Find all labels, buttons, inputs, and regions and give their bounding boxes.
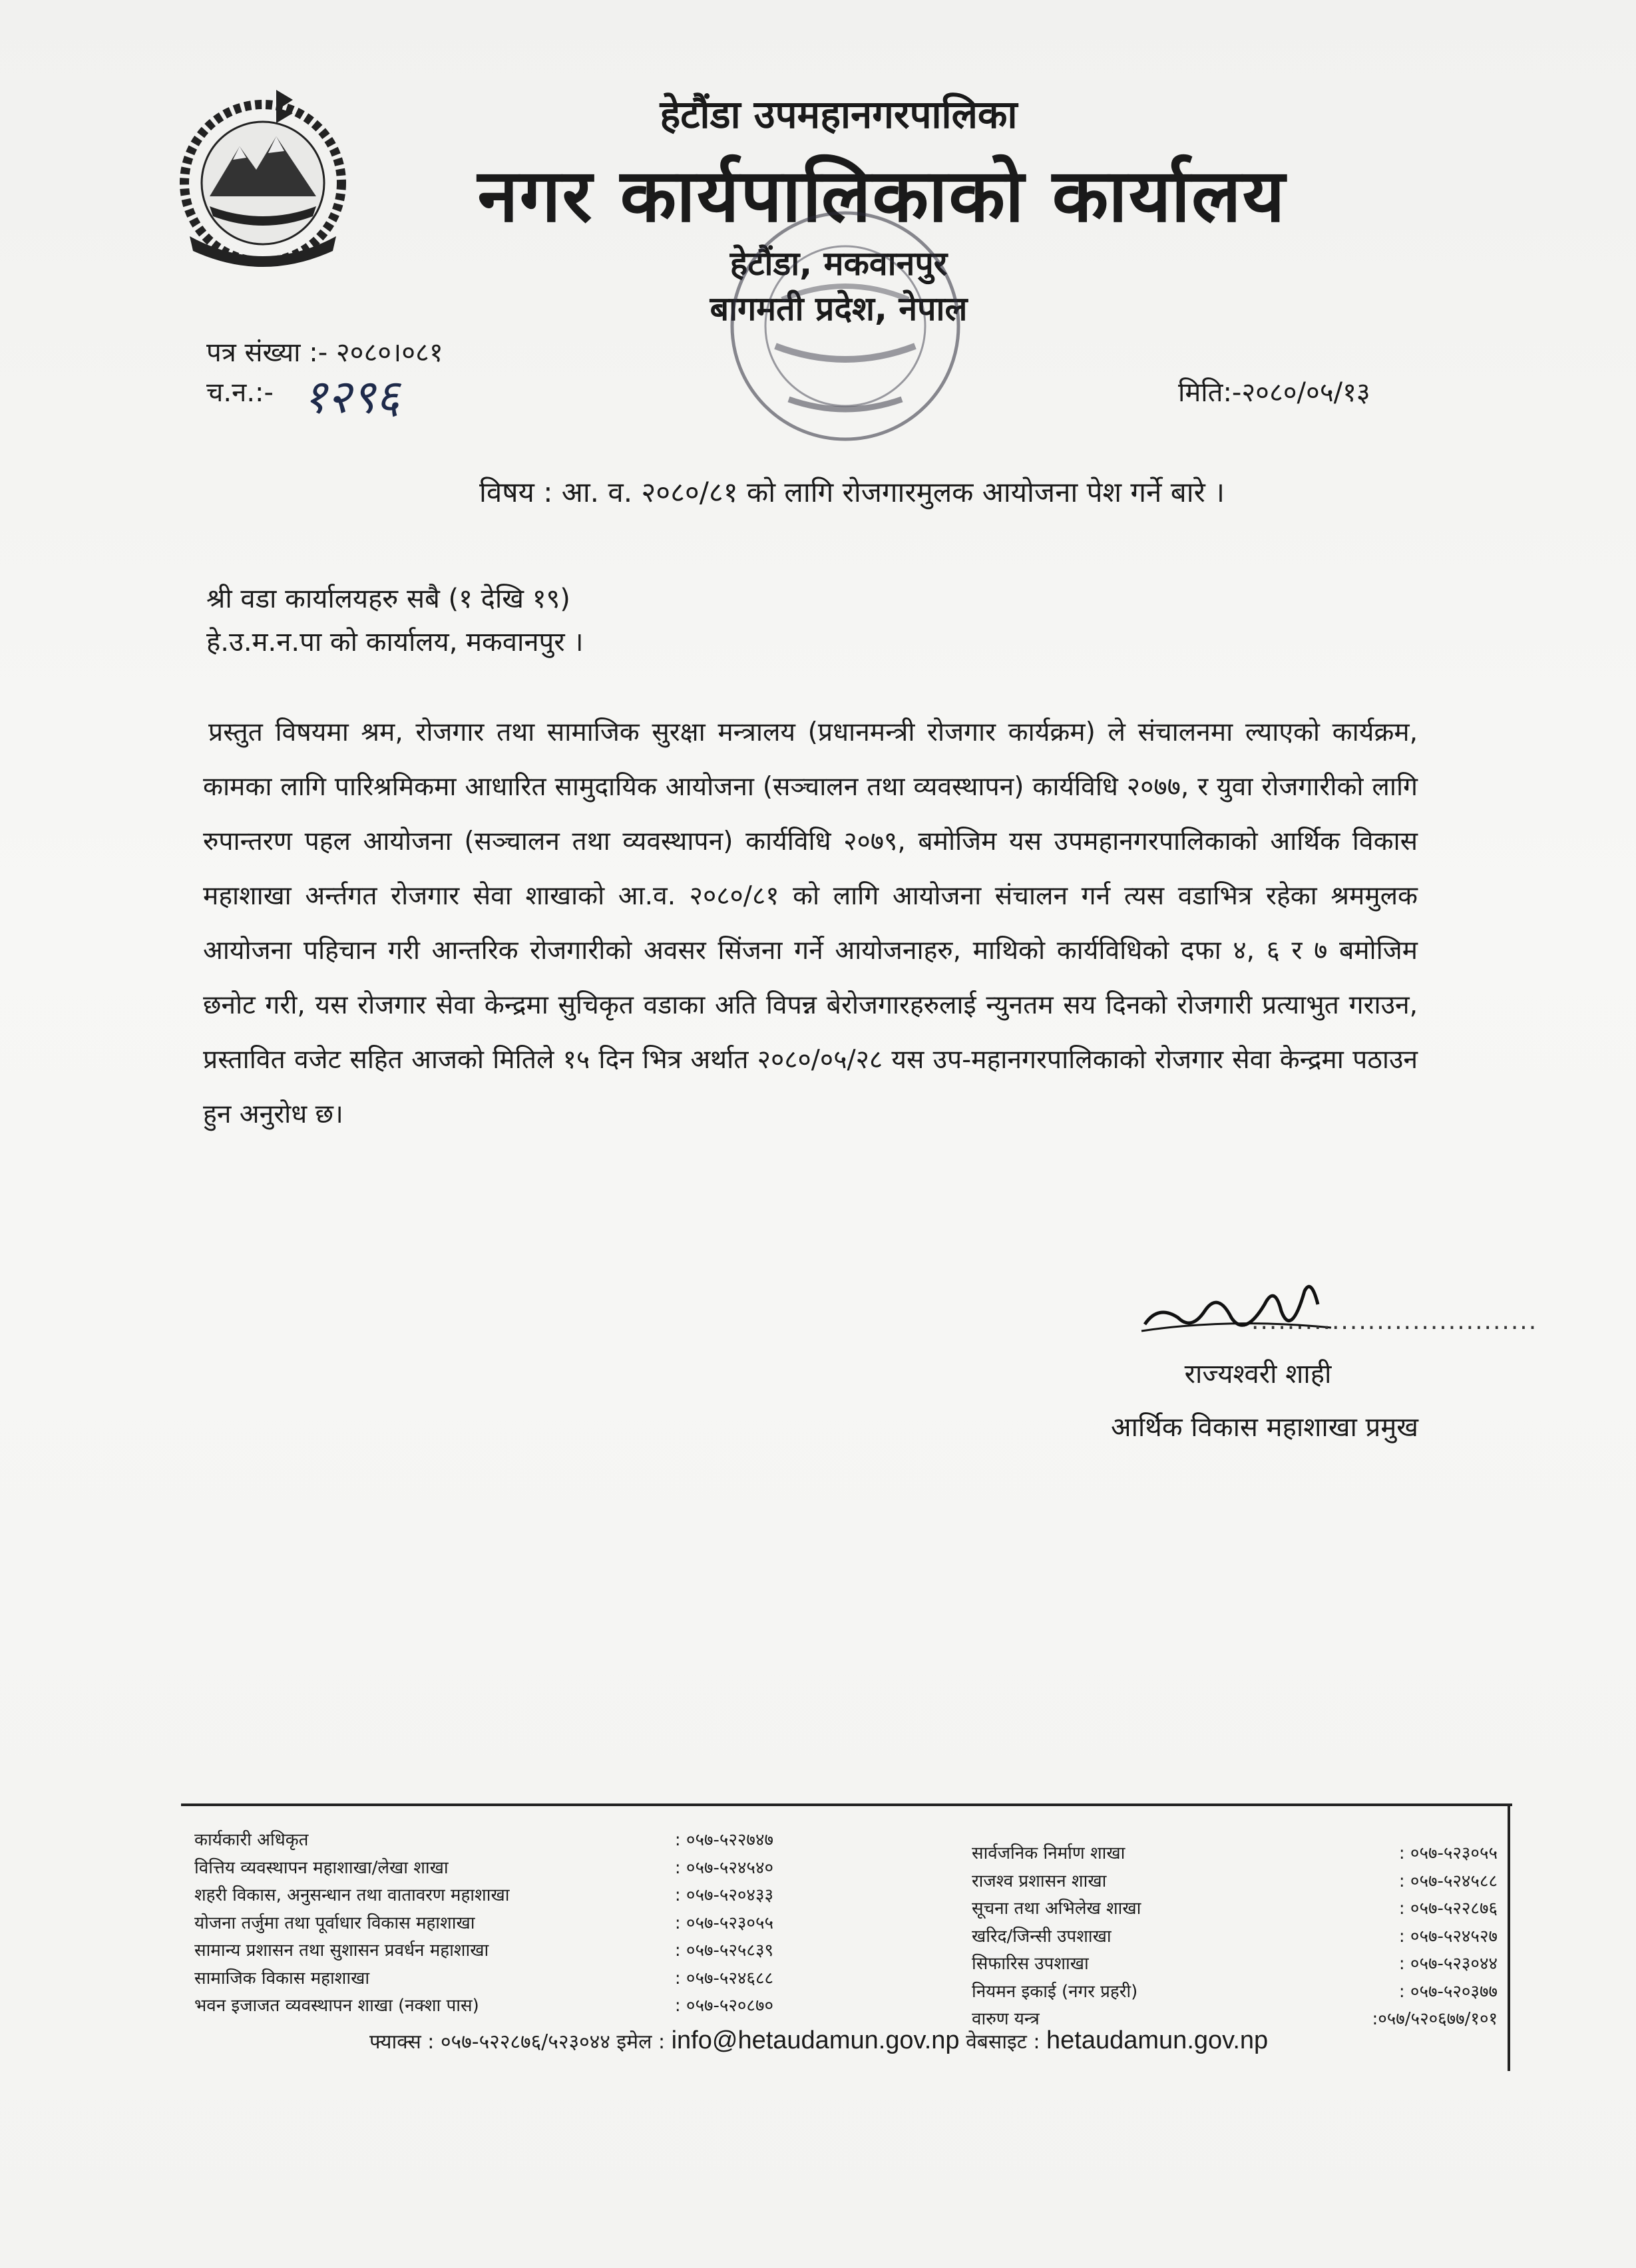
- department-name: सिफारिस उपशाखा: [972, 1954, 1089, 1974]
- list-item: [972, 1840, 1498, 1868]
- letter-date: मिति:-२०८०/०५/१३: [1178, 377, 1370, 408]
- office-stamp: [722, 200, 968, 453]
- department-contacts-left: [194, 1827, 773, 2020]
- department-phone: : ०५७-५२०४३३: [674, 1885, 773, 1905]
- department-name: खरिद/जिन्सी उपशाखा: [972, 1926, 1112, 1947]
- recipient-line-1: श्री वडा कार्यालयहरु सबै (१ देखि १९): [206, 584, 570, 614]
- footer-contact: [369, 2026, 1268, 2055]
- signatory-name: राज्यश्वरी शाही: [1184, 1359, 1332, 1390]
- department-phone: : ०५७-५२२८७६: [1398, 1899, 1498, 1919]
- list-item: [972, 1868, 1498, 1896]
- nepal-emblem-logo: [170, 83, 356, 276]
- list-item: [194, 1937, 773, 1965]
- department-phone: : ०५७-५२४६८८: [674, 1968, 773, 1988]
- list-item: [194, 1910, 773, 1938]
- department-name: सूचना तथा अभिलेख शाखा: [972, 1899, 1141, 1919]
- list-item: [972, 1895, 1498, 1923]
- department-phone: : ०५७-५२५८३९: [674, 1941, 773, 1961]
- website-link[interactable]: hetaudamun.gov.np: [1046, 2026, 1269, 2054]
- list-item: [194, 1965, 773, 1993]
- department-phone: : ०५७-५२२७४७: [674, 1830, 773, 1850]
- letter-body: प्रस्तुत विषयमा श्रम, रोजगार तथा सामाजिक सुरक्षा मन्त्रालय (प्रधानमन्त्री रोजगार कार्यक्रम) ले संचालनमा ल्याएको कार्यक्रम, कामका लागि पारिश्रमिकमा आधारित सामुदायिक आयोजना (सञ्चालन तथा व्यवस्थापन) कार्यविधि २०७७, र युवा रोजगारीको लागि रुपान्तरण पहल आयोजना (सञ्चालन तथा व्यवस्थापन) कार्यविधि २०७९, बमोजिम यस उपमहानगरपालिकाको आर्थिक विकास महाशाखा अर्न्तगत रोजगार सेवा शाखाको आ.व. २०८०/८१ को लागि आयोजना संचालन गर्न त्यस वडाभित्र रहेका श्रममुलक आयोजना पहिचान गरी आन्तरिक रोजगारीको अवसर सिंजना गर्ने आयोजनाहरु, माथिको कार्यविधिको दफा ४, ६ र ७ बमोजिम छनोट गरी, यस रोजगार सेवा केन्द्रमा सुचिकृत वडाका अति विपन्न बेरोजगारहरुलाई न्युनतम सय दिनको रोजगारी प्रत्याभुत गराउन, प्रस्तावित वजेट सहित आजको मितिले १५ दिन भित्र अर्थात २०८०/०५/२८ यस उप-महानगरपालिकाको रोजगार सेवा केन्द्रमा पठाउन हुन अनुरोध छ।: [203, 717, 1418, 1129]
- list-item: [194, 1992, 773, 2020]
- department-name: शहरी विकास, अनुसन्धान तथा वातावरण महाशाखा: [194, 1885, 510, 1905]
- department-name: वित्तिय व्यवस्थापन महाशाखा/लेखा शाखा: [194, 1857, 449, 1878]
- email-link[interactable]: info@hetaudamun.gov.np: [671, 2026, 960, 2054]
- department-name: राजश्व प्रशासन शाखा: [972, 1871, 1107, 1891]
- office-province: बागमती प्रदेश, नेपाल: [710, 289, 968, 328]
- department-phone: : ०५७-५२४५२७: [1398, 1926, 1498, 1947]
- department-phone: : ०५७-५२४५८८: [1398, 1871, 1498, 1891]
- list-item: [194, 1827, 773, 1855]
- department-phone: : ०५७-५२०८७०: [674, 1996, 773, 2016]
- signature-line: ................................: [1251, 1308, 1538, 1335]
- department-phone: : ०५७-५२३०५५: [674, 1913, 773, 1933]
- department-phone: : ०५७-५२४५४०: [674, 1857, 773, 1878]
- department-name: नियमन इकाई (नगर प्रहरी): [972, 1981, 1138, 2002]
- letter-number: पत्र संख्या :- २०८०।०८१: [206, 337, 443, 368]
- office-title: नगर कार्यपालिकाको कार्यालय: [477, 153, 1287, 238]
- department-name: कार्यकारी अधिकृत: [194, 1830, 309, 1850]
- municipality-name: हेटौंडा उपमहानगरपालिका: [660, 92, 1018, 137]
- department-contacts-right: [972, 1840, 1498, 2034]
- dispatch-number-handwritten: १२९६: [303, 369, 400, 424]
- website-label: वेबसाइट :: [966, 2030, 1040, 2054]
- footer-right-border: [1508, 1805, 1510, 2071]
- department-name: योजना तर्जुमा तथा पूर्वाधार विकास महाशाखा: [194, 1913, 475, 1933]
- list-item: [972, 1979, 1498, 2006]
- signatory-title: आर्थिक विकास महाशाखा प्रमुख: [1111, 1412, 1418, 1443]
- office-address: हेटौंडा, मकवानपुर: [729, 244, 948, 283]
- department-name: भवन इजाजत व्यवस्थापन शाखा (नक्शा पास): [194, 1996, 479, 2016]
- department-phone: : ०५७-५२३०५५: [1398, 1843, 1498, 1863]
- department-phone: : ०५७-५२०३७७: [1398, 1981, 1498, 2002]
- department-phone: :०५७/५२०६७७/१०१: [1372, 2009, 1498, 2029]
- letter-subject: विषय : आ. व. २०८०/८१ को लागि रोजगारमुलक आयोजना पेश गर्ने बारे ।: [479, 476, 1225, 508]
- list-item: [194, 1855, 773, 1883]
- list-item: [194, 1882, 773, 1910]
- department-name: सामाजिक विकास महाशाखा: [194, 1968, 370, 1988]
- department-name: सार्वजनिक निर्माण शाखा: [972, 1843, 1125, 1863]
- list-item: [972, 1951, 1498, 1979]
- dispatch-number-label: च.न.:-: [206, 377, 274, 408]
- list-item: [972, 1923, 1498, 1951]
- footer-divider: [181, 1803, 1512, 1806]
- recipient-line-2: हे.उ.म.न.पा को कार्यालय, मकवानपुर ।: [206, 627, 584, 658]
- department-name: सामान्य प्रशासन तथा सुशासन प्रवर्धन महाशाखा: [194, 1941, 489, 1961]
- fax-email-label: फ्याक्स : ०५७-५२२८७६/५२३०४४ इमेल :: [369, 2030, 666, 2054]
- department-name: वारुण यन्त्र: [972, 2009, 1040, 2029]
- department-phone: : ०५७-५२३०४४: [1398, 1954, 1498, 1974]
